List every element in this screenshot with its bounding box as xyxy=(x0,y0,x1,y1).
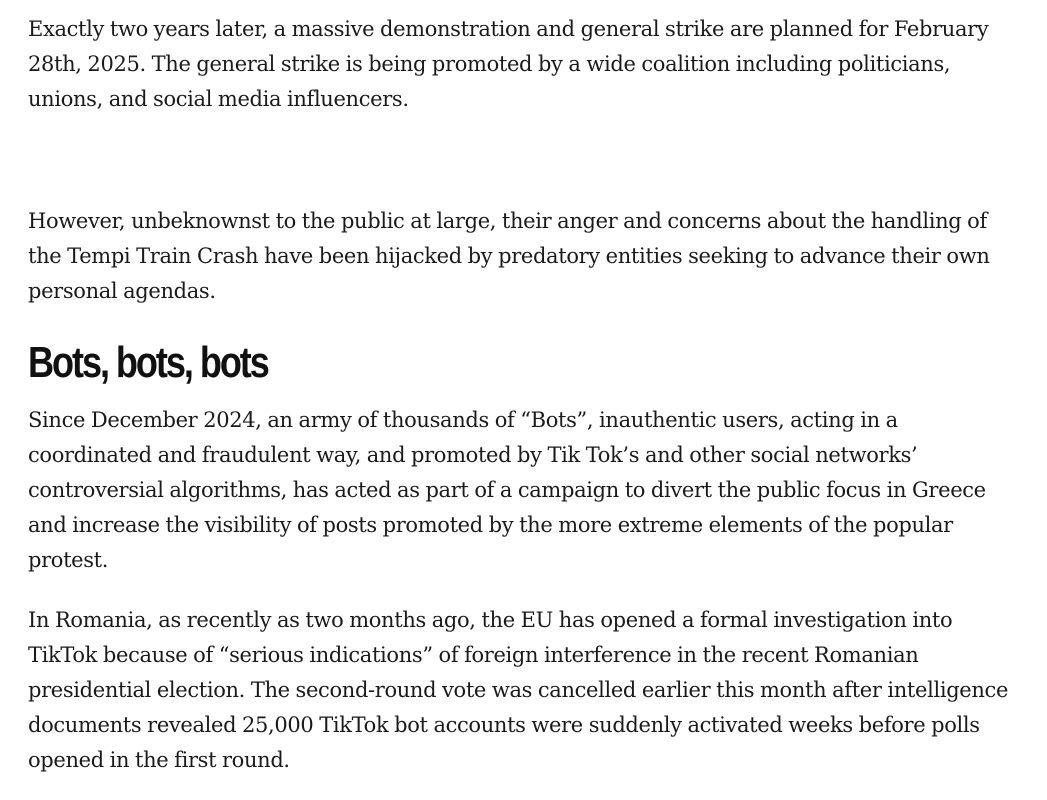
paragraph-bot-campaign: Since December 2024, an army of thousands of “Bots”, inauthentic users, acting in a coordinated and fraudulent way, and promoted by Tik Tok’s and other social networks’ controversial algorithms, has acted as part of a campaign to divert the public focus in Greece and increase the visibility of posts promoted by the more extreme elements of the popular protest. xyxy=(28,408,986,572)
paragraph-strike-announcement: Exactly two years later, a massive demonstration and general strike are planned for February 28th, 2025. The general strike is being promoted by a wide coalition including politicians, unions, and social media influencers. xyxy=(28,17,989,111)
paragraph-romania-investigation: In Romania, as recently as two months ago, the EU has opened a formal investigation into TikTok because of “serious indications” of foreign interference in the recent Romanian presidential election. The second-round vote was cancelled earlier this month after intelligence documents revealed 25,000 TikTok bot accounts were suddenly activated weeks before polls opened in the first round. xyxy=(28,608,1009,772)
section-heading-bots: Bots, bots, bots xyxy=(28,338,268,387)
paragraph-hijacked-anger: However, unbeknownst to the public at large, their anger and concerns about the handling of the Tempi Train Crash have been hijacked by predatory entities seeking to advance their own personal agendas. xyxy=(28,209,990,303)
article-body xyxy=(28,12,1023,778)
